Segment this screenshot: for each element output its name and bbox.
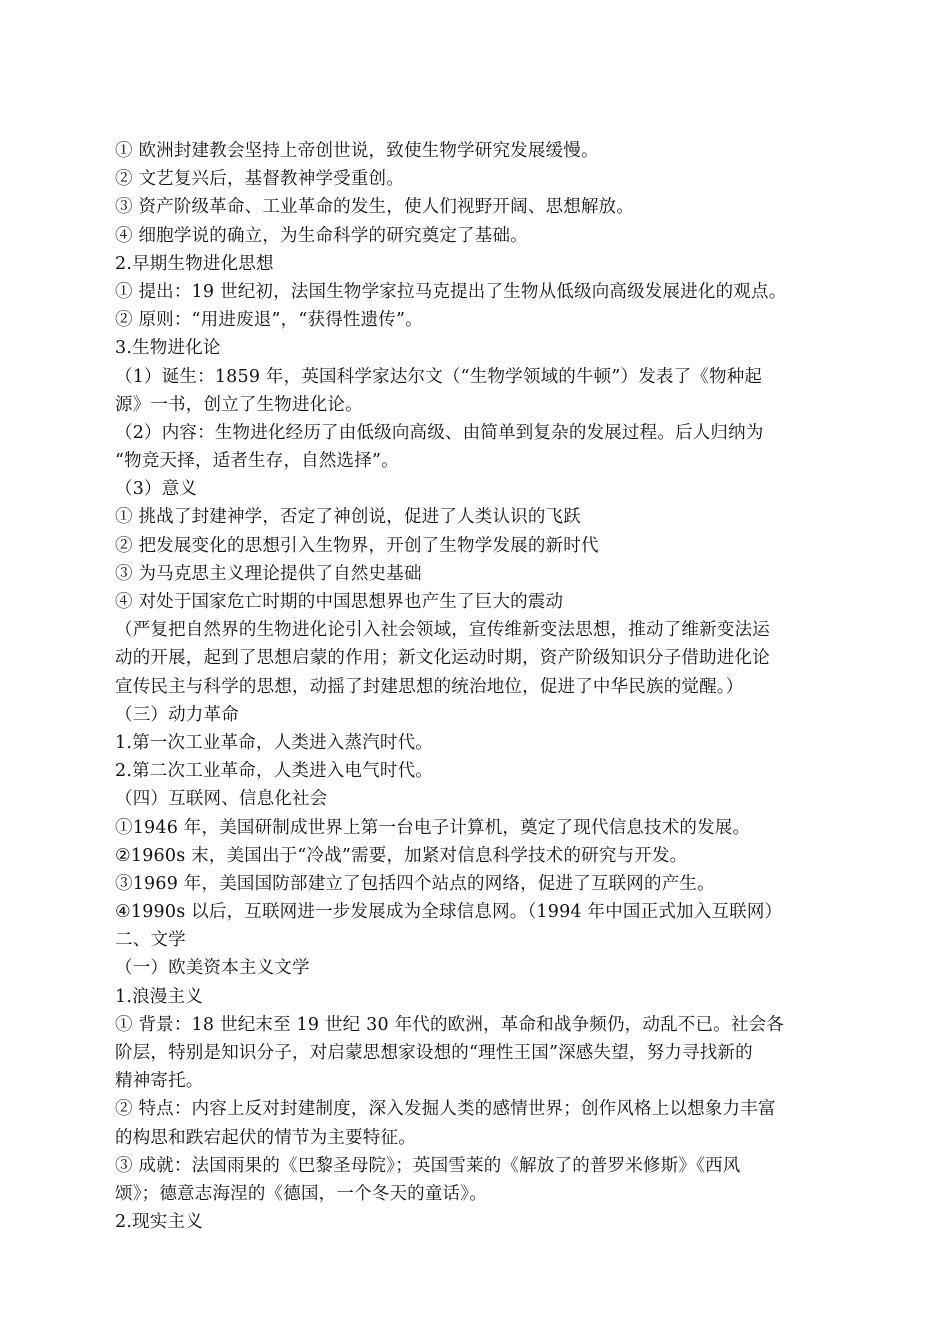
text-line: 2.第二次工业革命，人类进入电气时代。 bbox=[115, 761, 433, 782]
text-line: 阶层，特别是知识分子，对启蒙思想家设想的“理性王国”深感失望，努力寻找新的 bbox=[115, 1043, 753, 1063]
text-line: 源》一书，创立了生物进化论。 bbox=[115, 394, 363, 415]
section-heading: （四）互联网、信息化社会 bbox=[115, 789, 328, 810]
text-line: “物竞天择，适者生存，自然选择”。 bbox=[115, 451, 399, 472]
text-line: ① 背景：18 世纪末至 19 世纪 30 年代的欧洲，革命和战争频仍，动乱不已。社会各 bbox=[115, 1014, 784, 1035]
subsection-heading: 2.现实主义 bbox=[115, 1212, 203, 1233]
text-line: ④1990s 以后，互联网进一步发展成为全球信息网。（1994 年中国正式加入互联网） bbox=[115, 902, 783, 923]
text-line: ② 原则：“用进废退”，“获得性遗传”。 bbox=[115, 310, 423, 331]
text-line: 1.第一次工业革命，人类进入蒸汽时代。 bbox=[115, 732, 433, 753]
text-line: 精神寄托。 bbox=[115, 1071, 204, 1092]
section-heading: （三）动力革命 bbox=[115, 704, 239, 725]
text-line: 的构思和跌宕起伏的情节为主要特征。 bbox=[115, 1127, 416, 1148]
text-line: ③ 成就：法国雨果的《巴黎圣母院》；英国雪莱的《解放了的普罗米修斯》《西风 bbox=[115, 1155, 741, 1176]
subsection-heading: （3）意义 bbox=[115, 479, 198, 500]
text-line: （1）诞生：1859 年，英国科学家达尔文（“生物学领域的牛顿”）发表了《物种起 bbox=[115, 366, 763, 387]
text-line: ②1960s 末，美国出于“冷战”需要，加紧对信息科学技术的研究与开发。 bbox=[115, 845, 688, 866]
text-line: 宣传民主与科学的思想，动摇了封建思想的统治地位，促进了中华民族的觉醒。） bbox=[115, 676, 744, 697]
text-line: ① 挑战了封建神学，否定了神创说，促进了人类认识的飞跃 bbox=[115, 507, 581, 528]
section-heading: 2.早期生物进化思想 bbox=[115, 253, 274, 274]
text-line: ③ 资产阶级革命、工业革命的发生，使人们视野开阔、思想解放。 bbox=[115, 197, 635, 218]
text-line: ② 把发展变化的思想引入生物界，开创了生物学发展的新时代 bbox=[115, 535, 599, 556]
text-line: ① 提出：19 世纪初，法国生物学家拉马克提出了生物从低级向高级发展进化的观点。 bbox=[115, 281, 787, 302]
text-line: （严复把自然界的生物进化论引入社会领域，宣传维新变法思想，推动了维新变法运 bbox=[115, 620, 770, 641]
text-line: ④ 细胞学说的确立，为生命科学的研究奠定了基础。 bbox=[115, 225, 528, 246]
text-line: ①1946 年，美国研制成世界上第一台电子计算机，奠定了现代信息技术的发展。 bbox=[115, 817, 751, 838]
text-line: ③ 为马克思主义理论提供了自然史基础 bbox=[115, 563, 422, 584]
text-line: ① 欧洲封建教会坚持上帝创世说，致使生物学研究发展缓慢。 bbox=[115, 141, 599, 161]
document-body bbox=[115, 137, 840, 1236]
text-line: 颂》；德意志海涅的《德国，一个冬天的童话》。 bbox=[115, 1183, 487, 1204]
text-line: ③1969 年，美国国防部建立了包括四个站点的网络，促进了互联网的产生。 bbox=[115, 873, 715, 894]
text-line: ② 文艺复兴后，基督教神学受重创。 bbox=[115, 169, 404, 190]
text-line: ④ 对处于国家危亡时期的中国思想界也产生了巨大的震动 bbox=[115, 592, 564, 612]
text-line: （2）内容：生物进化经历了由低级向高级、由简单到复杂的发展过程。后人归纳为 bbox=[115, 422, 764, 443]
text-line: 动的开展，起到了思想启蒙的作用；新文化运动时期，资产阶级知识分子借助进化论 bbox=[115, 648, 770, 669]
chapter-heading: 二、文学 bbox=[115, 930, 186, 951]
section-heading: （一）欧美资本主义文学 bbox=[115, 958, 310, 979]
text-line: ② 特点：内容上反对封建制度，深入发掘人类的感情世界；创作风格上以想象力丰富 bbox=[115, 1099, 776, 1120]
subsection-heading: 1.浪漫主义 bbox=[115, 986, 203, 1007]
section-heading: 3.生物进化论 bbox=[115, 338, 221, 359]
